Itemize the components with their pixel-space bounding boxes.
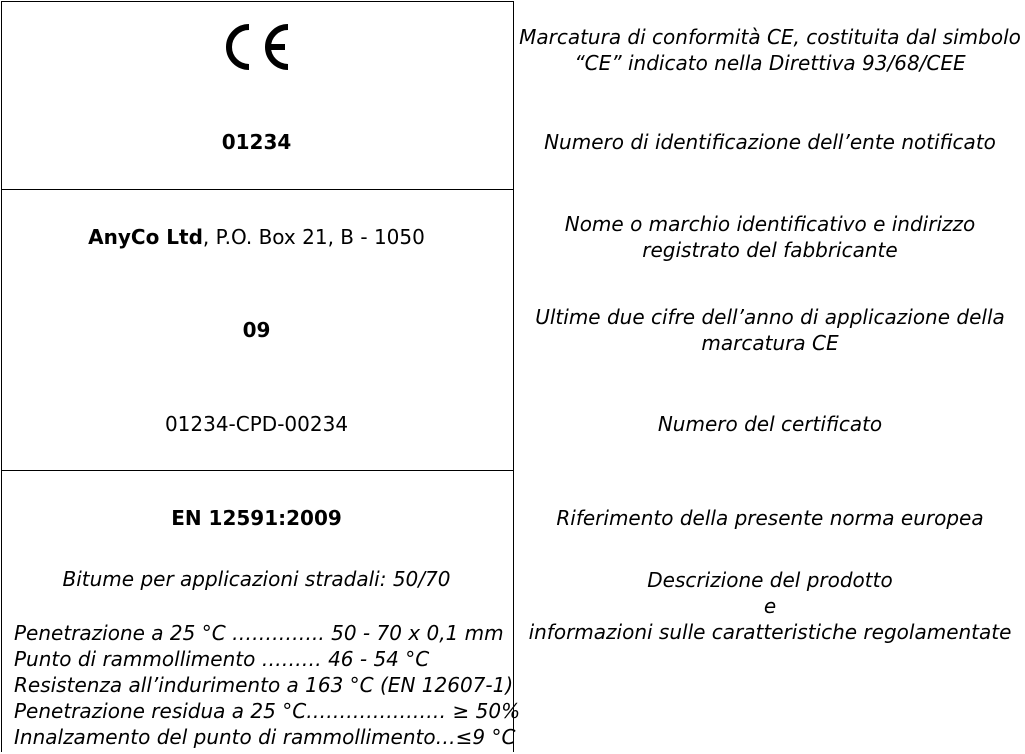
notified-body-id: 01234	[221, 130, 292, 154]
spec-line: Penetrazione residua a 25 °C………………… ≥ 50%	[14, 699, 521, 723]
standard-reference: EN 12591:2009	[171, 506, 342, 530]
spec-line: Punto di rammollimento ……… 46 - 54 °C	[14, 647, 430, 671]
ce-description	[515, 24, 1025, 76]
standard-description: Riferimento della presente norma europea	[556, 506, 984, 530]
product-info-line: e	[763, 594, 777, 618]
manufacturer-line	[0, 225, 513, 249]
spec-line: Innalzamento del punto di rammollimento…≤9 °C	[14, 725, 516, 749]
ce-description-line: Marcatura di conformità CE, costituita dal simbolo	[519, 25, 1021, 49]
year-description	[515, 304, 1025, 356]
year-description-line: marcatura CE	[701, 331, 839, 355]
product-description: Bitume per applicazioni stradali: 50/70	[62, 567, 451, 591]
manufacturer-name: AnyCo Ltd	[88, 225, 203, 249]
product-info-line: Descrizione del prodotto	[647, 568, 893, 592]
spec-line: Penetrazione a 25 °C ………….. 50 - 70 x 0,1 mm	[14, 621, 504, 645]
certificate-description: Numero del certificato	[657, 412, 883, 436]
manufacturer-description-line: Nome o marchio identificativo e indirizzo	[564, 212, 976, 236]
certificate-number: 01234-CPD-00234	[164, 412, 349, 436]
ce-mark-logo	[222, 22, 292, 72]
manufacturer-description	[515, 211, 1025, 263]
year-code: 09	[242, 318, 271, 342]
product-info-description	[515, 567, 1025, 645]
manufacturer-description-line: registrato del fabbricante	[642, 238, 898, 262]
body-id-description: Numero di identificazione dell’ente notificato	[544, 130, 996, 154]
ce-description-line: “CE” indicato nella Direttiva 93/68/CEE	[574, 51, 966, 75]
manufacturer-address: , P.O. Box 21, B - 1050	[202, 225, 425, 249]
spec-line: Resistenza all’indurimento a 163 °C (EN 12607-1)	[14, 673, 514, 697]
year-description-line: Ultime due cifre dell’anno di applicazione della	[535, 305, 1005, 329]
product-info-line: informazioni sulle caratteristiche regolamentate	[528, 620, 1012, 644]
